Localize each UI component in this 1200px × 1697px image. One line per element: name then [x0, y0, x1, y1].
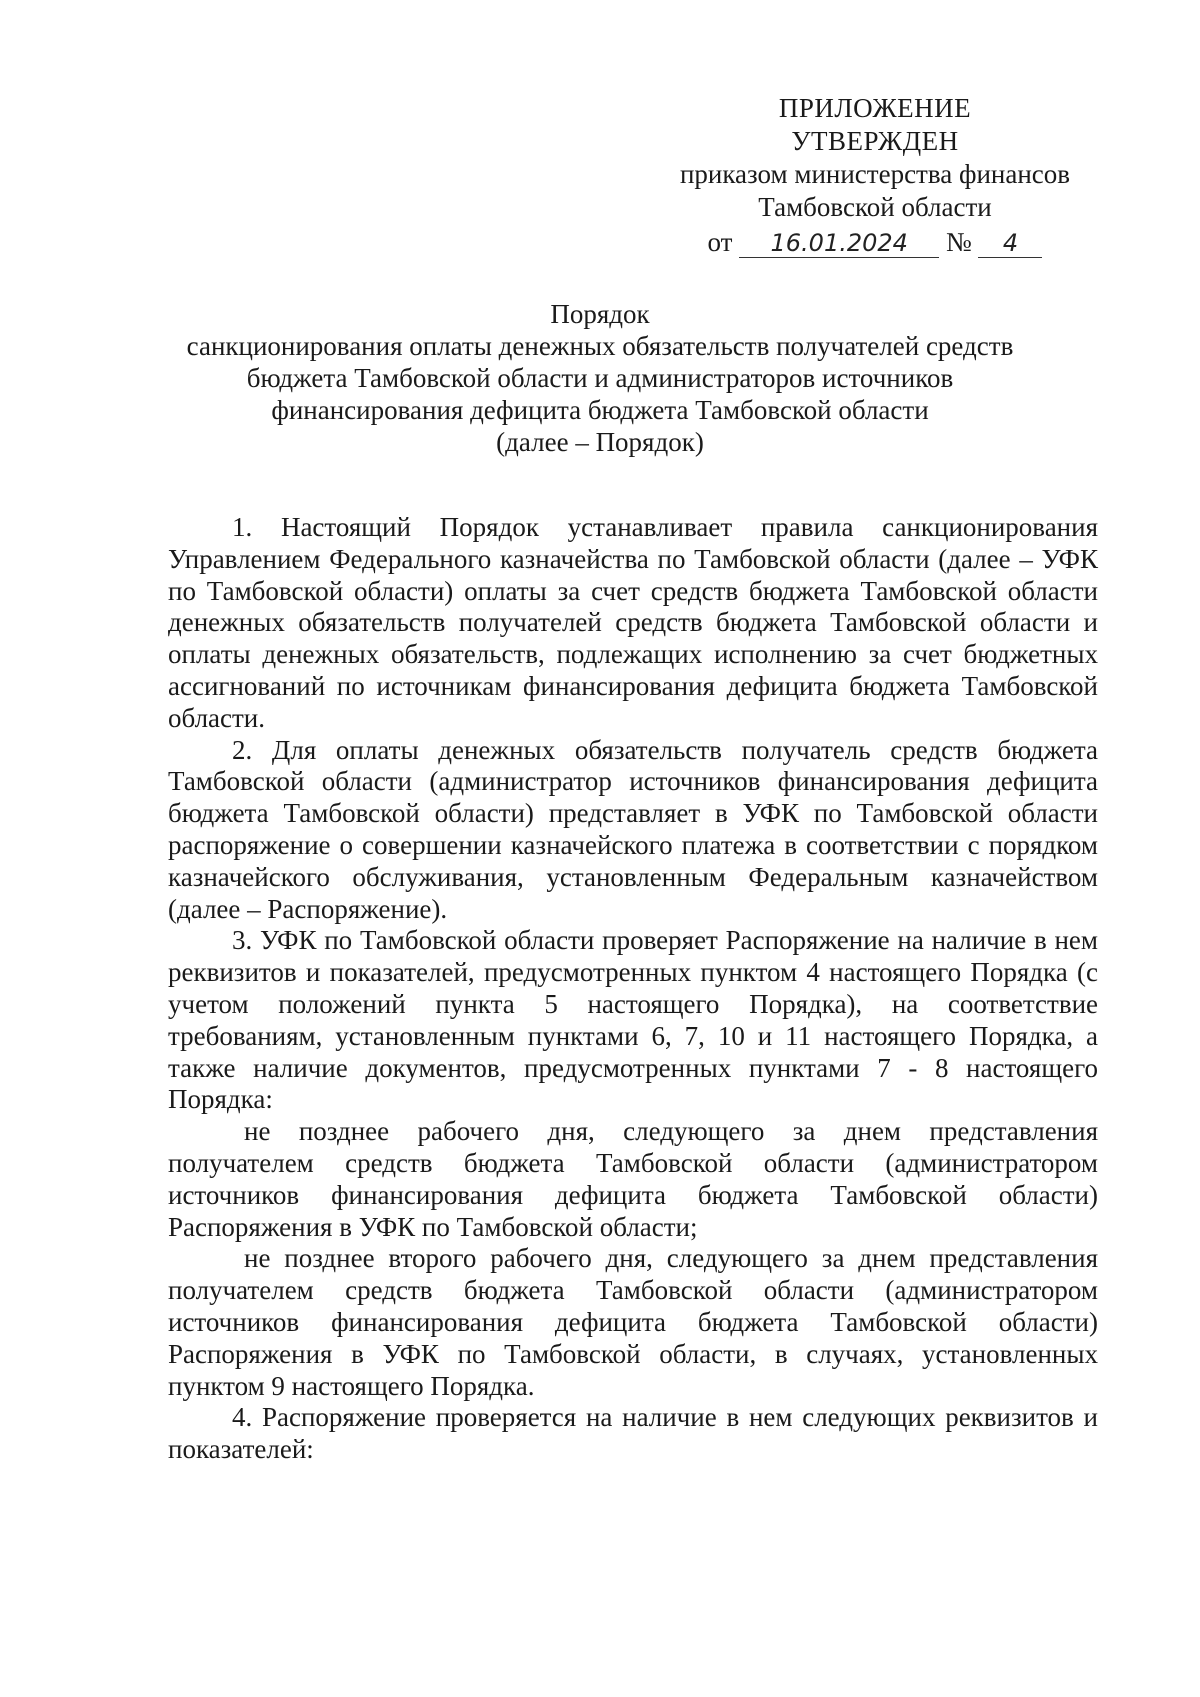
paragraph-3: 3. УФК по Тамбовской области проверяет Распоряжение на наличие в нем реквизитов и показателей, предусмотренных пунктом 4 настоящего Порядка (с учетом положений пункта 5 настоящего Порядка), на соответствие требованиям, установленным пунктами 6, 7, 10 и 11 настоящего Порядка, а также наличие документов, предусмотренных пунктами 7 - 8 настоящего Порядка:	[168, 925, 1098, 1115]
title-line-1: Порядок	[550, 299, 650, 329]
document-body	[168, 512, 1098, 1466]
title-line-3: бюджета Тамбовской области и администраторов источников	[246, 363, 954, 393]
title-line-2: санкционирования оплаты денежных обязательств получателей средств	[186, 331, 1014, 361]
paragraph-3-sub-1: не позднее рабочего дня, следующего за днем представления получателем средств бюджета Тамбовской области (администратором источников финансирования дефицита бюджета Тамбовской области) Распоряжения в УФК по Тамбовской области;	[168, 1116, 1098, 1242]
region-text: Тамбовской области	[758, 192, 992, 222]
title-line-5: (далее – Порядок)	[496, 427, 704, 457]
handwritten-number: 4	[978, 229, 1042, 258]
paragraph-3-sub-2: не позднее второго рабочего дня, следующего за днем представления получателем средств бюджета Тамбовской области (администратором источников финансирования дефицита бюджета Тамбовской области) Распоряжения в УФК по Тамбовской области, в случаях, установленных пунктом 9 настоящего Порядка.	[168, 1243, 1098, 1401]
handwritten-date: 16.01.2024	[739, 229, 939, 258]
approved-label: УТВЕРЖДЕН	[791, 126, 959, 156]
paragraph-2: 2. Для оплаты денежных обязательств получатель средств бюджета Тамбовской области (администратор источников финансирования дефицита бюджета Тамбовской области) представляет в УФК по Тамбовской области распоряжение о совершении казначейского платежа в соответствии с порядком казначейского обслуживания, установленным Федеральным казначейством (далее – Распоряжение).	[168, 734, 1098, 924]
appendix-label: ПРИЛОЖЕНИЕ	[778, 93, 972, 123]
title-line-4: финансирования дефицита бюджета Тамбовской области	[271, 395, 929, 425]
paragraph-4: 4. Распоряжение проверяется на наличие в нем следующих реквизитов и показателей:	[168, 1402, 1098, 1465]
approved-by-text: приказом министерства финансов	[679, 159, 1071, 189]
order-date-line	[640, 226, 1110, 259]
document-title	[140, 298, 1060, 458]
approval-block	[640, 92, 1110, 259]
number-sign: №	[945, 227, 972, 257]
paragraph-1: 1. Настоящий Порядок устанавливает правила санкционирования Управлением Федерального казначейства по Тамбовской области (далее – УФК по Тамбовской области) оплаты за счет средств бюджета Тамбовской области денежных обязательств получателей средств бюджета Тамбовской области и оплаты денежных обязательств, подлежащих исполнению за счет бюджетных ассигнований по источникам финансирования дефицита бюджета Тамбовской области.	[168, 512, 1098, 733]
date-prefix: от	[707, 227, 733, 257]
